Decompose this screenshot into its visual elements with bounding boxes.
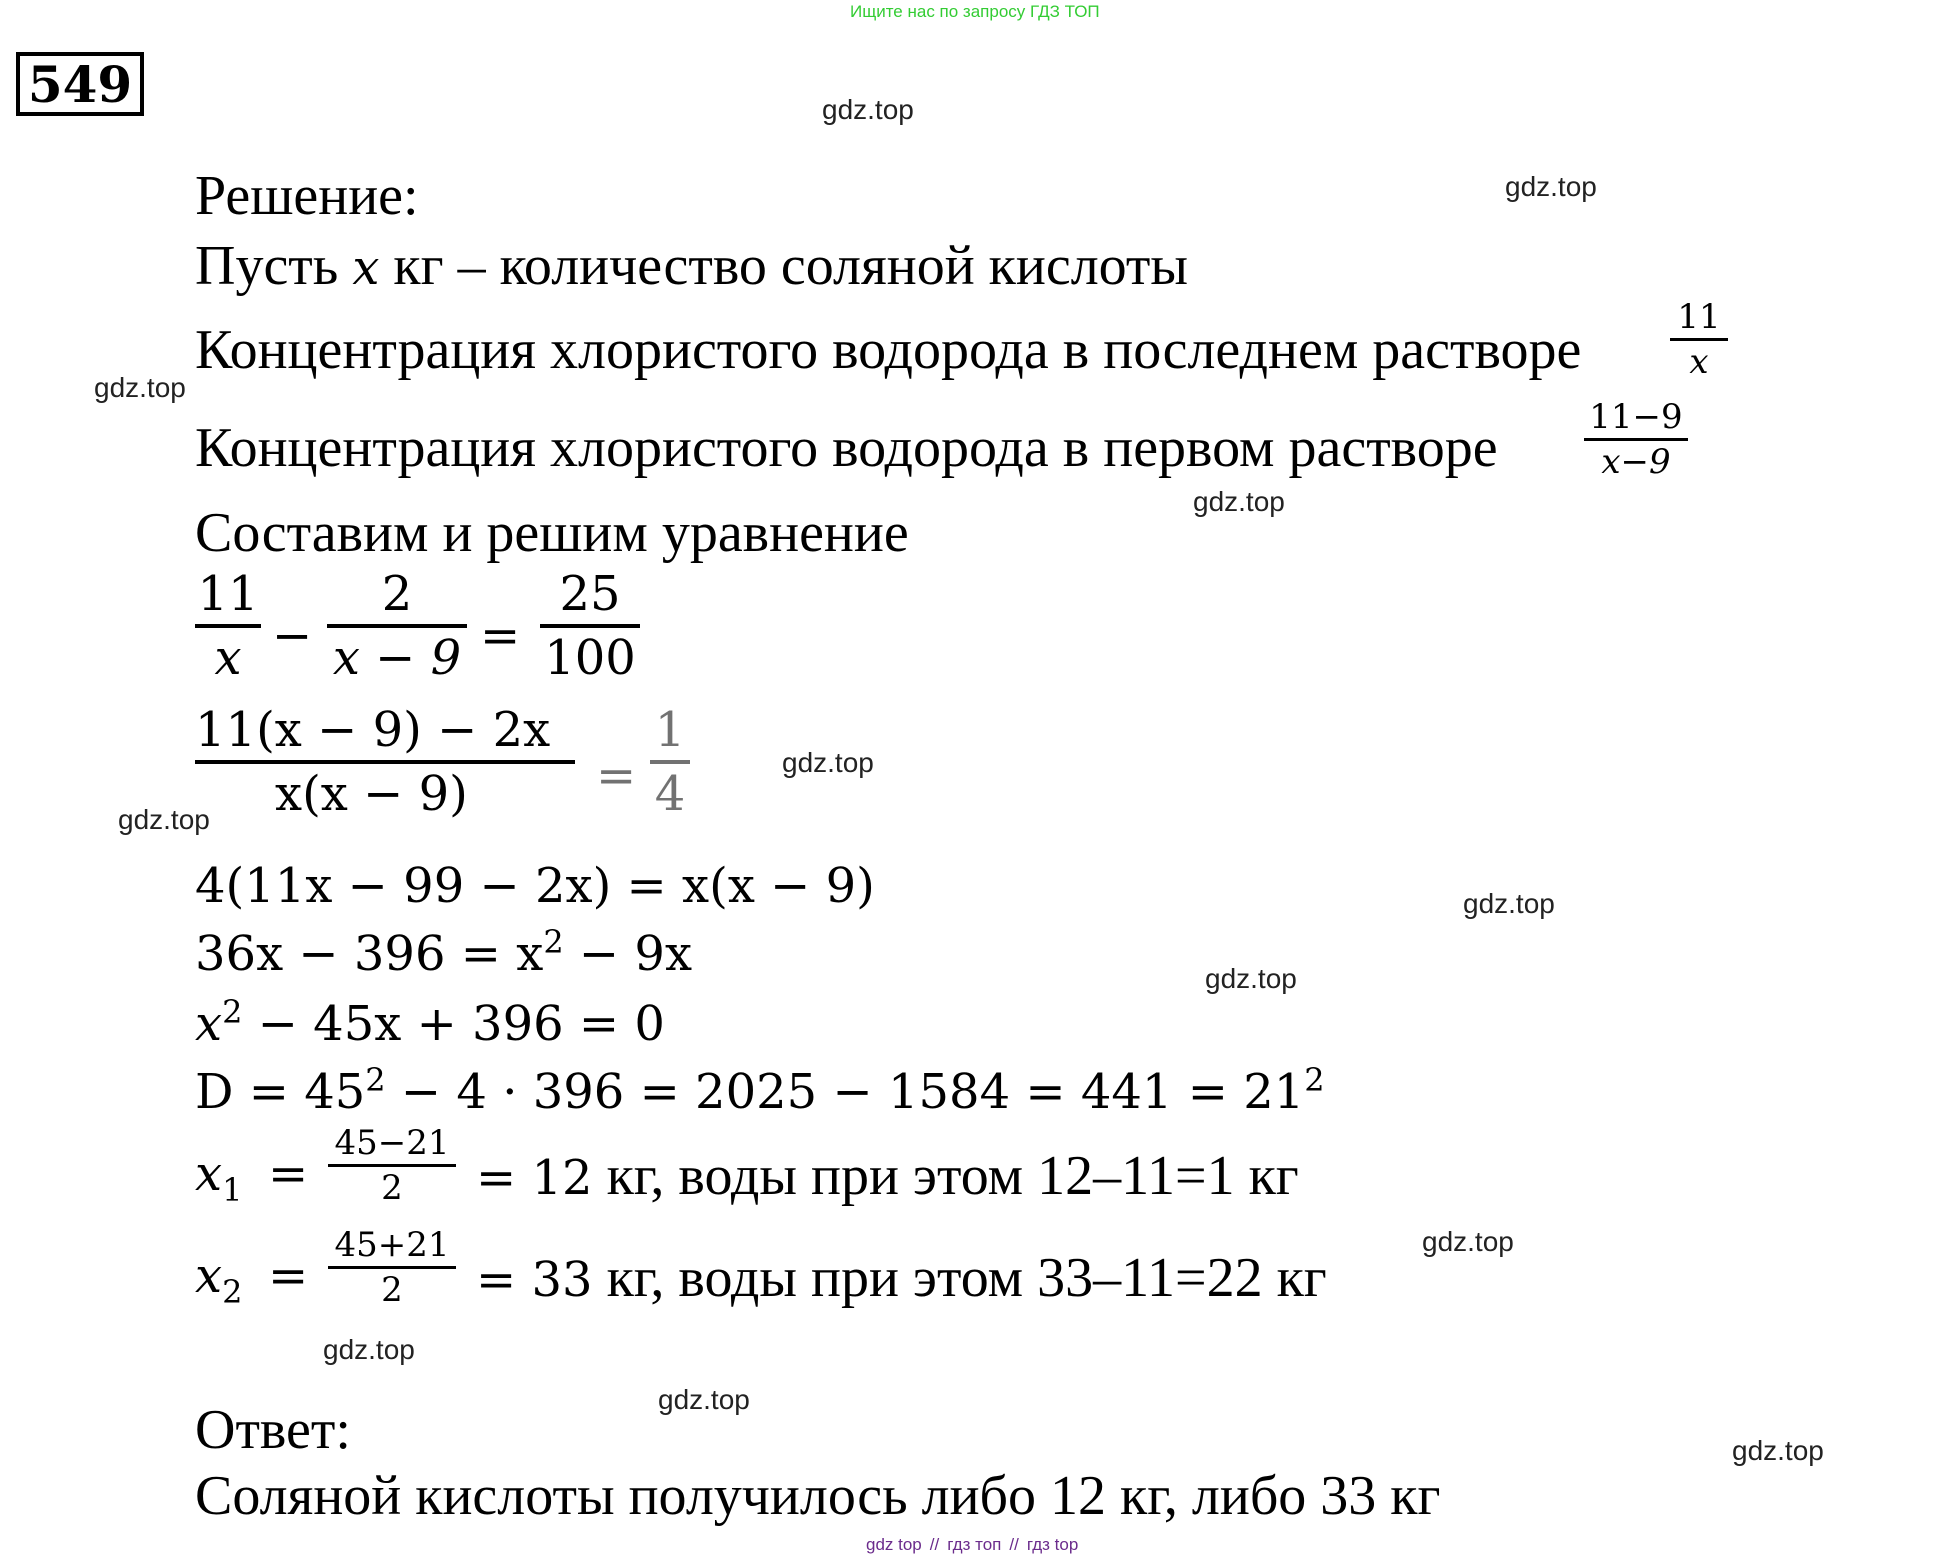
eq1-equals: = [480, 608, 521, 664]
fraction-numerator: 11(x − 9) − 2x [195, 702, 551, 758]
fraction-bar [195, 760, 575, 764]
let-statement [195, 235, 1188, 297]
fraction-bar [327, 624, 467, 628]
x1-fraction [328, 1123, 456, 1208]
equation-line-3: 4(11x − 99 − 2x) = x(x − 9) [195, 858, 875, 914]
fraction-numerator: 11−9 [1589, 397, 1683, 437]
line4-right: − 9x [563, 926, 693, 982]
fraction-denominator: x [214, 630, 242, 686]
fraction-denominator: x − 9 [332, 630, 462, 686]
exponent: 2 [222, 993, 243, 1031]
fraction-bar [540, 624, 640, 628]
eq1-minus: − [272, 608, 313, 664]
line5-var: x [195, 996, 223, 1052]
fraction-numerator: 45−21 [334, 1123, 450, 1163]
watermark: gdz.top [1422, 1226, 1514, 1257]
x1-equals: = [268, 1146, 309, 1202]
watermark: gdz.top [1205, 963, 1297, 994]
fraction-denominator: 2 [381, 1168, 403, 1208]
exponent: 2 [543, 923, 564, 961]
subscript: 1 [222, 1171, 243, 1209]
let-suffix: кг – количество соляной кислоты [379, 235, 1188, 297]
watermark: gdz.top [1505, 171, 1597, 202]
watermark: gdz.top [118, 804, 210, 835]
discriminant-line [195, 1061, 1325, 1120]
line5-right: − 45x + 396 = 0 [242, 996, 665, 1052]
line4-left: 36x − 396 = x [195, 926, 544, 982]
let-prefix: Пусть [195, 235, 353, 297]
problem-number-badge: 549 [16, 52, 144, 116]
fraction-numerator: 1 [654, 702, 686, 758]
eq2-rhs-fraction [650, 702, 690, 822]
watermark: gdz.top [323, 1334, 415, 1365]
fraction-numerator: 45+21 [334, 1225, 450, 1265]
watermark: gdz.top [1732, 1435, 1824, 1466]
answer-text: Соляной кислоты получилось либо 12 кг, либо 33 кг [195, 1465, 1441, 1527]
watermark: gdz.top [1463, 888, 1555, 919]
x1-label [195, 1146, 243, 1209]
watermark: gdz.top [822, 94, 914, 125]
subscript: 2 [222, 1273, 243, 1311]
fraction-bar [328, 1266, 456, 1269]
compose-text: Составим и решим уравнение [195, 502, 909, 564]
footer-separator: // [929, 1535, 940, 1554]
x2-label [195, 1248, 243, 1311]
eq1-fraction-1 [195, 566, 261, 686]
equation-line-5 [195, 993, 665, 1052]
conc-last-text: Концентрация хлористого водорода в последнем растворе [195, 319, 1582, 381]
watermark: gdz.top [658, 1384, 750, 1415]
x2-var: x [195, 1248, 223, 1304]
exponent: 2 [365, 1061, 386, 1099]
fraction-denominator: 2 [381, 1270, 403, 1310]
x2-water: кг, воды при этом 33–11=22 кг [592, 1247, 1327, 1309]
x2-fraction [328, 1225, 456, 1310]
x2-value: = 33 [476, 1252, 593, 1308]
eq1-fraction-3 [540, 566, 640, 686]
discriminant-left: D = 45 [195, 1064, 366, 1120]
watermark: gdz.top [1193, 486, 1285, 517]
footer-separator: // [1009, 1535, 1019, 1554]
eq2-fraction [195, 702, 575, 822]
discriminant-middle: − 4 · 396 = 2025 − 1584 = 441 = 21 [385, 1064, 1305, 1120]
watermark: gdz.top [94, 372, 186, 403]
footer-link-gdz-top-mixed[interactable]: гдз top [1026, 1535, 1079, 1554]
fraction-denominator: x [1689, 342, 1709, 382]
equation-line-4 [195, 923, 693, 982]
conc-last-fraction [1670, 297, 1728, 382]
search-hint: Ищите нас по запросу ГДЗ ТОП [850, 2, 1100, 21]
solution-title: Решение: [195, 165, 419, 227]
eq2-equals: = [596, 748, 637, 804]
fraction-numerator: 2 [381, 566, 413, 622]
fraction-numerator: 25 [559, 566, 621, 622]
fraction-denominator: x(x − 9) [275, 766, 468, 822]
fraction-denominator: 4 [654, 766, 686, 822]
conc-first-fraction [1584, 397, 1688, 482]
fraction-denominator: x−9 [1601, 442, 1671, 482]
footer-link-gdz-top[interactable]: gdz top [866, 1535, 922, 1554]
fraction-bar [1670, 338, 1728, 341]
answer-label: Ответ: [195, 1399, 351, 1461]
fraction-denominator: 100 [544, 630, 636, 686]
fraction-numerator: 11 [1677, 297, 1721, 337]
fraction-bar [328, 1164, 456, 1167]
x1-var: x [195, 1146, 223, 1202]
footer-link-gdz-top-ru[interactable]: гдз топ [947, 1535, 1002, 1554]
fraction-bar [195, 624, 261, 628]
eq1-fraction-2 [327, 566, 467, 686]
x2-result [476, 1247, 1327, 1309]
exponent: 2 [1304, 1061, 1325, 1099]
let-var: x [352, 240, 380, 296]
fraction-numerator: 11 [197, 566, 259, 622]
conc-first-text: Концентрация хлористого водорода в первом растворе [195, 417, 1498, 479]
fraction-bar [650, 760, 690, 764]
x1-result [476, 1145, 1299, 1207]
fraction-bar [1584, 438, 1688, 441]
x1-water: кг, воды при этом 12–11=1 кг [592, 1145, 1299, 1207]
watermark: gdz.top [782, 747, 874, 778]
x1-value: = 12 [476, 1150, 593, 1206]
footer-links [866, 1536, 1078, 1553]
x2-equals: = [268, 1248, 309, 1304]
